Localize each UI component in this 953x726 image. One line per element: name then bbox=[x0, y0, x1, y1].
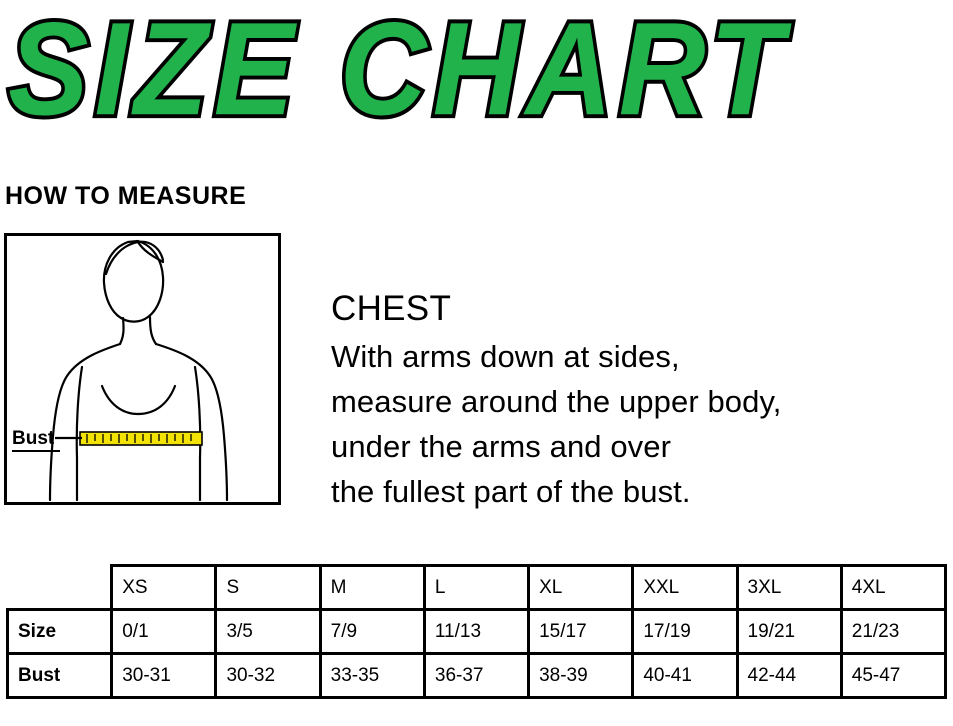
neck-right bbox=[150, 317, 156, 344]
table-cell: 36-37 bbox=[424, 654, 528, 698]
table-column-header: XS bbox=[112, 566, 216, 610]
table-cell: 19/21 bbox=[737, 610, 841, 654]
table-header-row bbox=[8, 566, 946, 610]
table-cell: 42-44 bbox=[737, 654, 841, 698]
chest-body-text: With arms down at sides, measure around the upper body, under the arms and over the fullest part of the bust. bbox=[331, 339, 782, 509]
how-to-measure-heading: HOW TO MEASURE bbox=[5, 182, 247, 210]
size-chart-title-graphic bbox=[0, 0, 953, 150]
size-table-container bbox=[6, 564, 947, 699]
table-cell: 30-31 bbox=[112, 654, 216, 698]
table-cell: 0/1 bbox=[112, 610, 216, 654]
neck-left bbox=[120, 318, 124, 344]
table-row-header: Bust bbox=[8, 654, 112, 698]
table-cell: 11/13 bbox=[424, 610, 528, 654]
measurement-illustration bbox=[4, 233, 281, 505]
table-cell: 21/23 bbox=[841, 610, 945, 654]
table-cell: 33-35 bbox=[320, 654, 424, 698]
table-column-header: M bbox=[320, 566, 424, 610]
table-column-header: L bbox=[424, 566, 528, 610]
page-title-text: SIZE CHART bbox=[8, 0, 790, 143]
table-cell: 3/5 bbox=[216, 610, 320, 654]
right-body-outline bbox=[156, 344, 227, 500]
table-row bbox=[8, 654, 946, 698]
table-row bbox=[8, 610, 946, 654]
table-row-header: Size bbox=[8, 610, 112, 654]
table-column-header: XL bbox=[529, 566, 633, 610]
table-cell: 45-47 bbox=[841, 654, 945, 698]
table-cell: 30-32 bbox=[216, 654, 320, 698]
table-cell: 38-39 bbox=[529, 654, 633, 698]
bust-contour bbox=[102, 386, 175, 414]
table-corner-cell bbox=[8, 566, 112, 610]
table-column-header: S bbox=[216, 566, 320, 610]
woman-torso-figure-icon bbox=[7, 236, 278, 502]
table-column-header: XXL bbox=[633, 566, 737, 610]
bust-label: Bust bbox=[12, 428, 55, 449]
table-column-header: 3XL bbox=[737, 566, 841, 610]
tape-measure-icon bbox=[80, 432, 202, 445]
left-body-outline bbox=[50, 344, 120, 500]
table-column-header: 4XL bbox=[841, 566, 945, 610]
chest-description bbox=[331, 288, 931, 514]
table-cell: 40-41 bbox=[633, 654, 737, 698]
table-cell: 17/19 bbox=[633, 610, 737, 654]
bust-label-underline bbox=[12, 450, 60, 452]
page-title bbox=[0, 0, 953, 150]
head-outline bbox=[104, 241, 163, 322]
table-cell: 15/17 bbox=[529, 610, 633, 654]
size-table bbox=[6, 564, 947, 699]
table-cell: 7/9 bbox=[320, 610, 424, 654]
chest-heading: CHEST bbox=[331, 289, 452, 328]
